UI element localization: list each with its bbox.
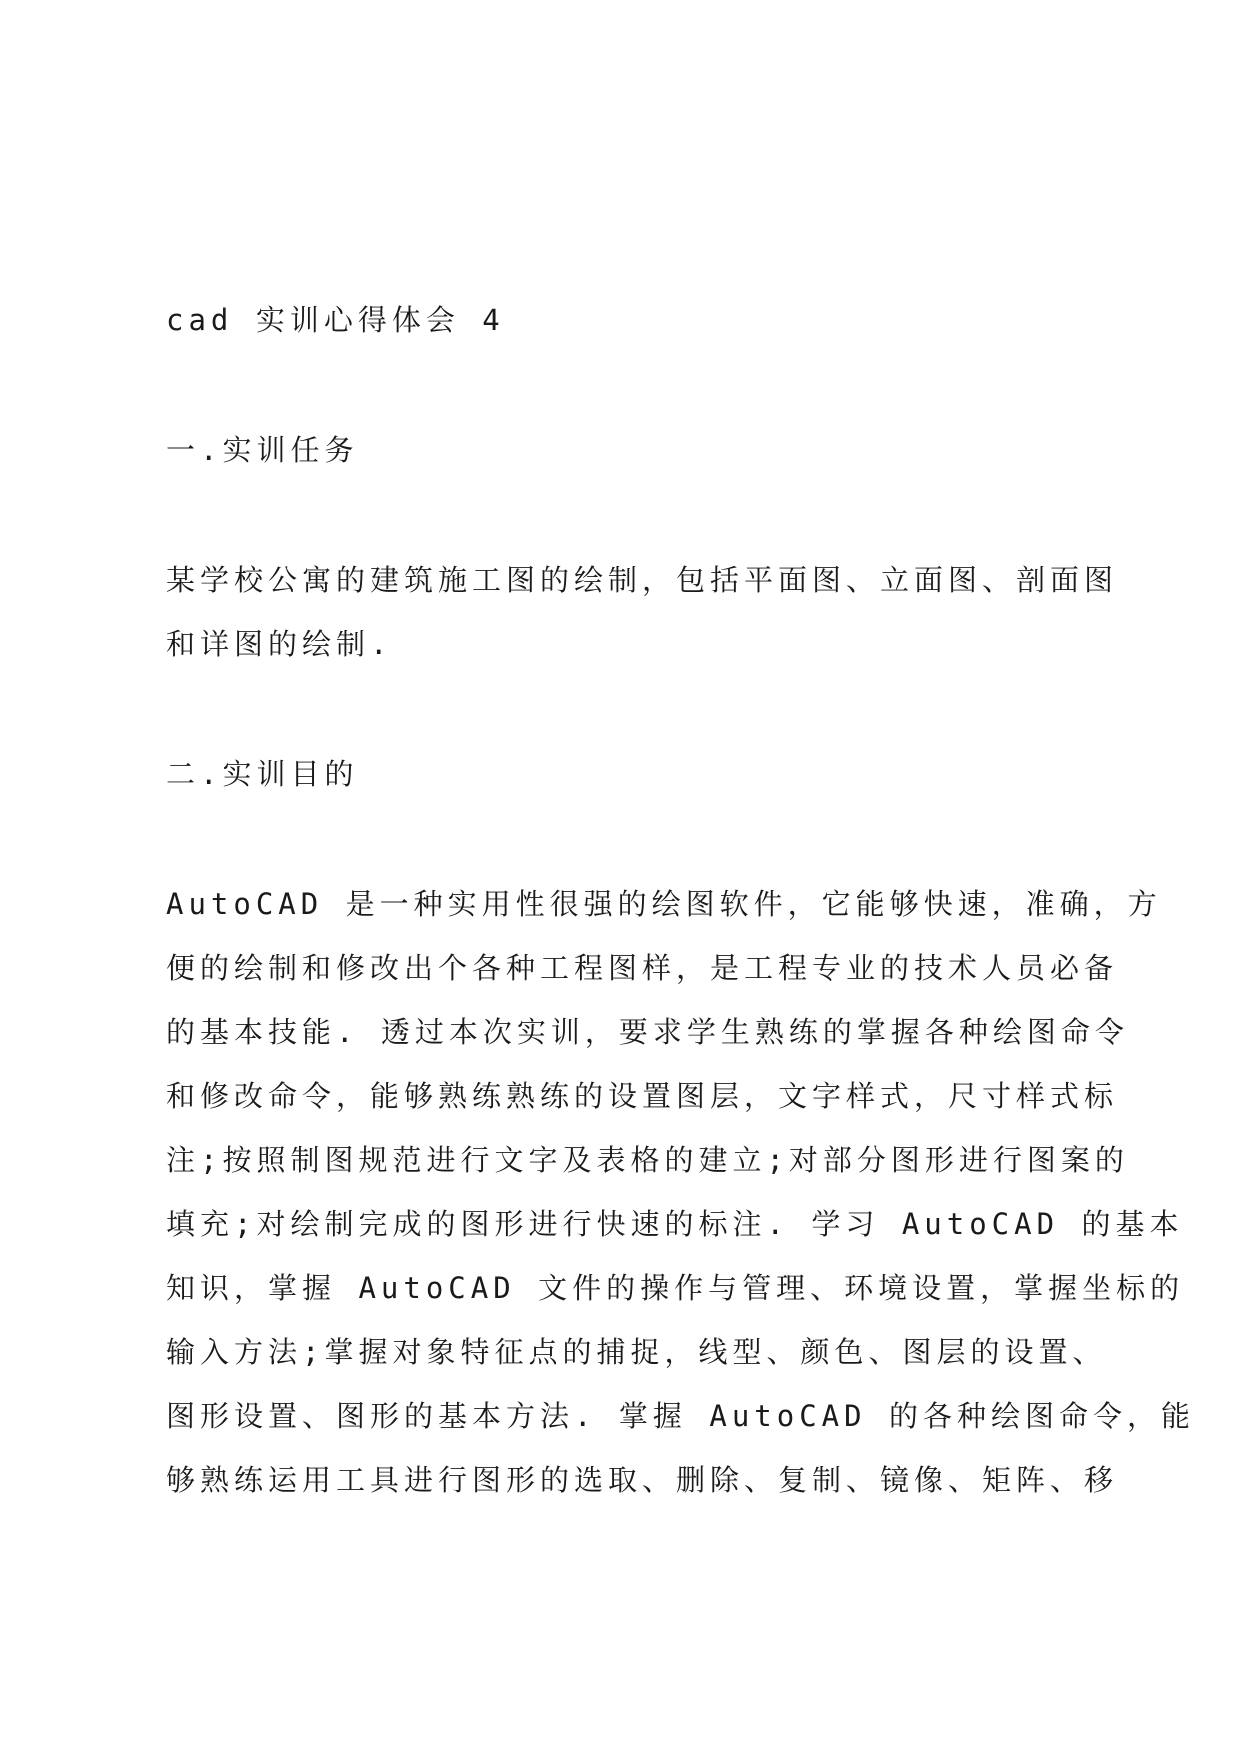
document-body	[166, 288, 1196, 1512]
paragraph-line: 注;按照制图规范进行文字及表格的建立;对部分图形进行图案的	[166, 1143, 1129, 1177]
paragraph-line: 某学校公寓的建筑施工图的绘制，包括平面图、立面图、剖面图	[166, 563, 1119, 597]
section-heading-task: 一.实训任务	[166, 433, 359, 467]
paragraph-line: 图形设置、图形的基本方法. 掌握 AutoCAD 的各种绘图命令，能	[166, 1399, 1196, 1433]
paragraph-line: 知识，掌握 AutoCAD 文件的操作与管理、环境设置，掌握坐标的	[166, 1271, 1185, 1305]
paragraph-line: 输入方法;掌握对象特征点的捕捉，线型、颜色、图层的设置、	[166, 1335, 1107, 1369]
spacer	[166, 806, 1096, 872]
paragraph-line: 和详图的绘制.	[166, 627, 393, 661]
paragraph-purpose	[166, 872, 1196, 1512]
spacer	[166, 482, 1096, 548]
paragraph-line: AutoCAD 是一种实用性很强的绘图软件，它能够快速，准确，方	[166, 887, 1162, 921]
spacer	[166, 352, 1096, 418]
paragraph-task	[166, 548, 1119, 676]
paragraph-line: 便的绘制和修改出个各种工程图样，是工程专业的技术人员必备	[166, 951, 1119, 985]
document-title: cad 实训心得体会 4	[166, 303, 505, 337]
paragraph-line: 的基本技能. 透过本次实训，要求学生熟练的掌握各种绘图命令	[166, 1015, 1129, 1049]
paragraph-line: 和修改命令，能够熟练熟练的设置图层，文字样式，尺寸样式标	[166, 1079, 1119, 1113]
section-heading-purpose: 二.实训目的	[166, 757, 359, 791]
paragraph-line: 填充;对绘制完成的图形进行快速的标注. 学习 AutoCAD 的基本	[166, 1207, 1184, 1241]
paragraph-line: 够熟练运用工具进行图形的选取、删除、复制、镜像、矩阵、移	[166, 1463, 1119, 1497]
spacer	[166, 676, 1096, 742]
